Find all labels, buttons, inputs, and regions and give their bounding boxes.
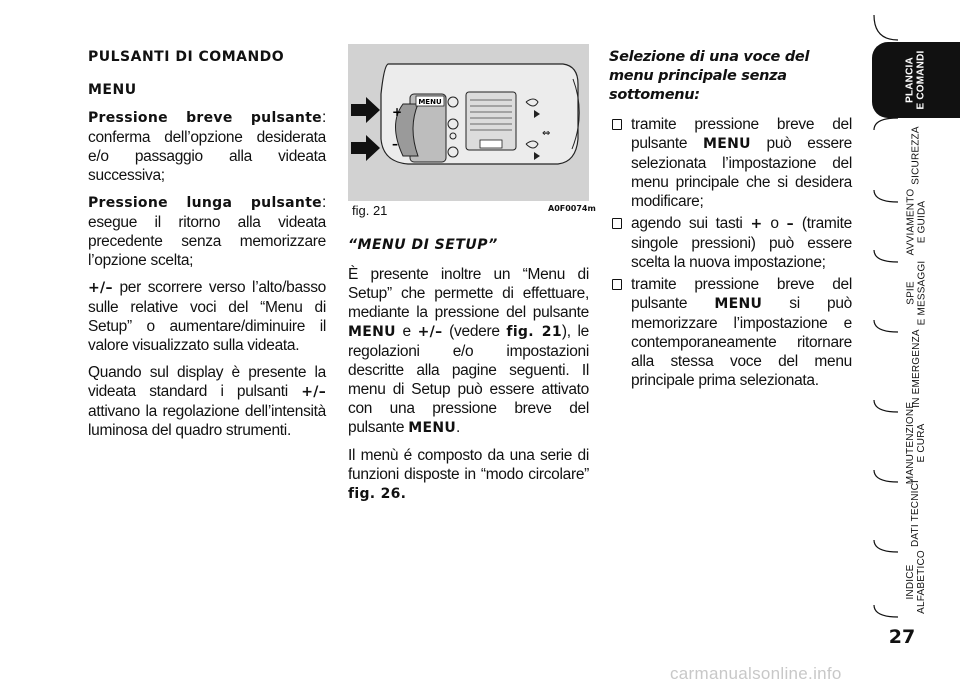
bold-term: Pressione lunga pulsante xyxy=(88,195,322,211)
bold-term: +/– xyxy=(301,384,326,400)
bold-term: – xyxy=(786,216,794,232)
tab-label: AVVIAMENTO E GUIDA xyxy=(905,188,927,256)
figure-21-illustration xyxy=(348,44,589,201)
column-controls xyxy=(88,48,326,448)
figure-caption: fig. 21 xyxy=(352,203,388,218)
tab-in-emergenza[interactable] xyxy=(872,328,960,408)
bold-term: Pressione breve pulsante xyxy=(88,110,322,126)
paragraph-display xyxy=(88,363,326,440)
text: agendo sui tasti xyxy=(631,215,751,232)
text: si può memorizzare l’impostazione e contemporaneamente ritornare alla stessa voce del menu principale prima selezionata. xyxy=(631,295,852,389)
text: ), le regolazioni e/o impostazioni descritte alla pagine seguenti. Il menu di Setup può essere attivato con una pressione breve del pulsante xyxy=(348,323,589,436)
subheading-menu: MENU xyxy=(88,82,137,98)
text: tramite pressione breve del pulsante xyxy=(631,116,852,152)
minus-label: – xyxy=(392,137,398,151)
tab-label: IN EMERGENZA xyxy=(910,328,922,408)
menu-label: MENU xyxy=(418,98,442,106)
tab-manutenzione-e-cura[interactable] xyxy=(872,401,960,485)
setup-heading: “MENU DI SETUP” xyxy=(348,237,498,253)
text: È presente inoltre un “Menu di Setup” che permette di effettuare, mediante la pressione del pulsante xyxy=(348,266,589,321)
control-stalk-drawing xyxy=(348,44,589,201)
bold-term: MENU xyxy=(714,296,763,312)
checkbox-bullet-icon xyxy=(612,119,622,130)
tab-label: MANUTENZIONE E CURA xyxy=(905,401,927,485)
selection-list xyxy=(609,115,852,390)
text: o xyxy=(762,215,787,232)
section-heading: PULSANTI DI COMANDO xyxy=(88,49,285,65)
tab-plancia-e-comandi[interactable] xyxy=(872,42,960,118)
selection-heading: Selezione di una voce del menu principale senza sottomenu: xyxy=(609,49,810,103)
bold-term: MENU xyxy=(348,324,396,340)
text: (tramite singole pressioni) può essere scelta la nuova impostazione; xyxy=(631,215,852,271)
paragraph-circular xyxy=(348,446,589,504)
tab-label: SICUREZZA xyxy=(910,125,922,185)
tab-label: PLANCIA E COMANDI xyxy=(905,50,927,110)
text: (vedere xyxy=(442,323,507,340)
svg-text:⇔: ⇔ xyxy=(542,128,551,139)
chapter-tabs xyxy=(872,0,960,692)
tab-avviamento-e-guida[interactable] xyxy=(872,188,960,256)
watermark: carmanualsonline.info xyxy=(670,664,842,683)
column-setup-menu xyxy=(348,236,589,512)
text: può essere selezionata l’impostazione del menu principale che si desidera modificare; xyxy=(631,135,852,210)
text: . xyxy=(456,419,461,436)
tab-dati-tecnici[interactable] xyxy=(872,479,960,547)
checkbox-bullet-icon xyxy=(612,279,622,290)
paragraph-setup-intro xyxy=(348,265,589,438)
text: tramite pressione breve del pulsante xyxy=(631,276,852,312)
plus-label: + xyxy=(392,105,403,119)
paragraph-short-press xyxy=(88,108,326,185)
column-selection xyxy=(609,48,852,393)
figure-code: A0F0074m xyxy=(548,204,596,213)
tab-spie-e-messaggi[interactable] xyxy=(872,262,960,324)
bold-term: +/– xyxy=(417,324,443,340)
tab-label: DATI TECNICI xyxy=(910,479,922,547)
paragraph-long-press xyxy=(88,193,326,270)
bold-term: +/– xyxy=(88,280,113,296)
bold-term: fig. 21 xyxy=(506,324,562,340)
bold-term: + xyxy=(750,216,763,232)
page-number: 27 xyxy=(888,626,916,648)
bold-term: MENU xyxy=(702,136,751,152)
list-item xyxy=(609,115,852,211)
bold-term: MENU xyxy=(408,420,456,436)
tab-indice-alfabetico[interactable] xyxy=(872,552,960,612)
tab-label: SPIE E MESSAGGI xyxy=(904,260,927,326)
text: attivano la regolazione dell’intensità luminosa del quadro strumenti. xyxy=(88,403,326,439)
tab-label: INDICE ALFABETICO xyxy=(905,550,927,614)
text: Il menù é composto da una serie di funzioni disposte in “modo circolare” xyxy=(348,447,589,483)
text: : conferma dell’opzione desiderata e/o passaggio alla videata successiva; xyxy=(88,109,326,184)
checkbox-bullet-icon xyxy=(612,218,622,229)
text: Quando sul display è presente la videata standard i pulsanti xyxy=(88,364,326,400)
bold-term: fig. 26. xyxy=(348,486,407,502)
text: per scorrere verso l’alto/basso sulle relative voci del “Menu di Setup” o aumentare/diminuire il valore visualizzato sulla videata. xyxy=(88,279,326,354)
list-item xyxy=(609,214,852,272)
list-item xyxy=(609,275,852,390)
paragraph-plus-minus xyxy=(88,278,326,355)
text: : esegue il ritorno alla videata precedente senza memorizzare l’opzione scelta; xyxy=(88,194,326,269)
text: e xyxy=(395,323,418,340)
tab-sicurezza[interactable] xyxy=(872,122,960,188)
